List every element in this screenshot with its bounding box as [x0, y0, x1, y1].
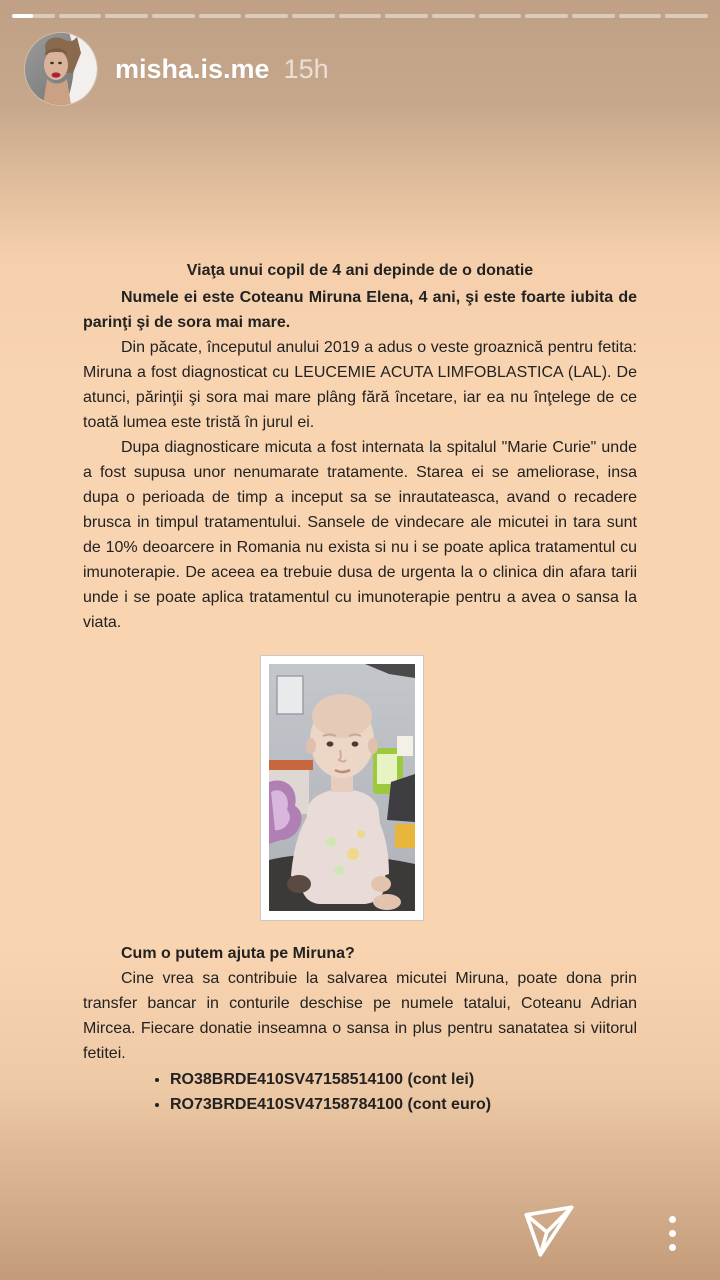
- paper-plane-icon: [522, 1203, 576, 1259]
- story-options-button[interactable]: [655, 1205, 689, 1261]
- child-photo: [269, 664, 415, 911]
- progress-segment: [572, 14, 615, 18]
- progress-segment: [105, 14, 148, 18]
- username[interactable]: misha.is.me: [115, 53, 270, 84]
- bank-account-euro: • RO73BRDE410SV47158784100 (cont euro): [170, 1092, 637, 1117]
- story-progress-bar: [12, 14, 708, 18]
- progress-segment: [665, 14, 708, 18]
- document-heading: Cum o putem ajuta pe Miruna?: [121, 945, 355, 962]
- progress-segment: [385, 14, 428, 18]
- three-dots-icon: [669, 1216, 676, 1223]
- progress-segment: [525, 14, 568, 18]
- three-dots-icon: [669, 1244, 676, 1251]
- avatar-portrait-illustration: [25, 33, 97, 105]
- document-title: Viaţa unui copil de 4 ani depinde de o donatie: [186, 262, 534, 279]
- progress-segment: [59, 14, 102, 18]
- document-treatment: Dupa diagnosticare micuta a fost internata la spitalul "Marie Curie" unde a fost supusa unor nenumarate tratamente. Starea ei se ameliorase, insa dupa o perioada de timp a inceput sa se inrautateasca, avand o recadere brusca in timpul tratamentului. Sansele de vindecare ale micutei in tara sunt de 10% deoarcere in Romania nu exista si nu i se poate aplica tratamentul cu imunoterapie. De aceea ea trebuie dusa de urgenta la o clinica din afara tarii unde i se poate aplica tratamentul cu imunoterapie pentru a avea o sansa la viata.: [83, 439, 637, 631]
- child-photo-frame: [260, 655, 424, 921]
- progress-segment: [339, 14, 382, 18]
- progress-segment: [245, 14, 288, 18]
- profile-avatar[interactable]: [25, 33, 97, 105]
- progress-segment: [432, 14, 475, 18]
- story-timestamp: 15h: [283, 53, 329, 84]
- document-help: Cine vrea sa contribuie la salvarea micutei Miruna, poate dona prin transfer bancar in conturile deschise pe numele tatalui, Coteanu Adrian Mircea. Fiecare donatie inseamna o sansa in plus pentru sanatatea si viitorul fetitei.: [83, 970, 637, 1062]
- bank-accounts-list: [83, 1067, 637, 1117]
- story-header: [25, 33, 329, 105]
- share-button[interactable]: [522, 1202, 580, 1260]
- progress-segment: [619, 14, 662, 18]
- progress-segment: [199, 14, 242, 18]
- three-dots-icon: [669, 1230, 676, 1237]
- progress-segment: [152, 14, 195, 18]
- progress-segment: [292, 14, 335, 18]
- progress-segment: [12, 14, 55, 18]
- document-intro: Numele ei este Coteanu Miruna Elena, 4 ani, şi este foarte iubita de parinţi şi de sora mai mare.: [83, 289, 637, 331]
- document-diagnosis: Din păcate, începutul anului 2019 a adus o veste groaznică pentru fetita: Miruna a fost diagnosticat cu LEUCEMIE ACUTA LIMFOBLASTICA (LAL). De atunci, părinţii şi sora mai mare plâng fără încetare, iar ea nu înţelege de ce toată lumea este tristă în jurul ei.: [83, 339, 637, 431]
- progress-segment: [479, 14, 522, 18]
- bank-account-lei: • RO38BRDE410SV47158514100 (cont lei): [170, 1067, 637, 1092]
- shared-document: [83, 258, 637, 1117]
